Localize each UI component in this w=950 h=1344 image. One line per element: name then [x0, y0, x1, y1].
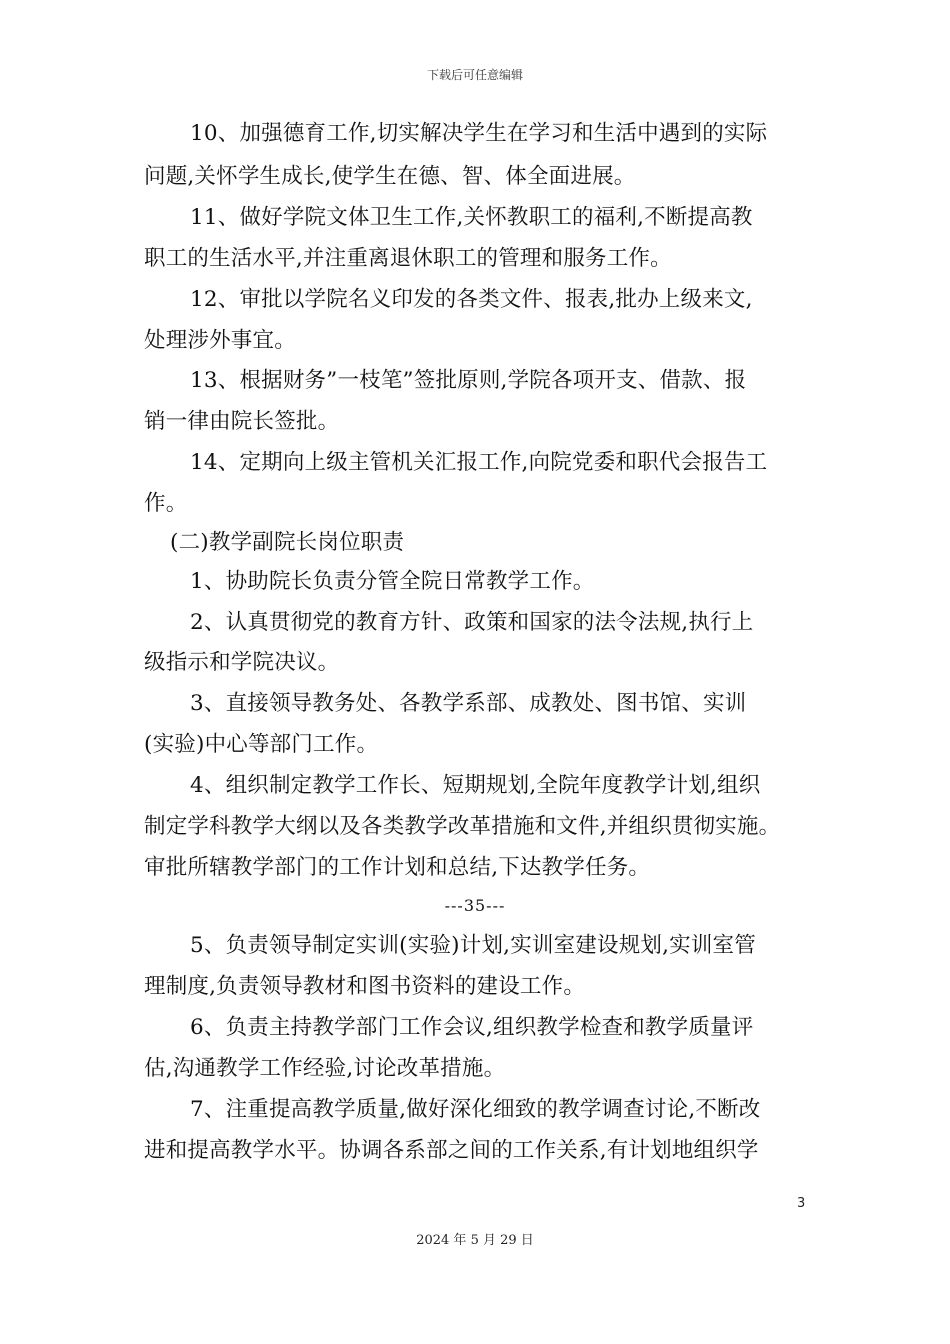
paragraph-line: 3、直接领导教务处、各教学系部、成教处、图书馆、实训	[190, 691, 747, 716]
paragraph-line: (实验)中心等部门工作。	[144, 732, 379, 757]
page-number: 3	[797, 1196, 806, 1211]
paragraph-line: 销一律由院长签批。	[144, 409, 340, 434]
paragraph-line: 1、协助院长负责分管全院日常教学工作。	[190, 569, 595, 594]
paragraph-line: 2、认真贯彻党的教育方针、政策和国家的法令法规,执行上	[190, 610, 754, 635]
paragraph-line: 作。	[144, 491, 188, 516]
paragraph-line: 10、加强德育工作,切实解决学生在学习和生活中遇到的实际	[190, 121, 768, 146]
page-separator: ---35---	[444, 896, 506, 915]
footer-date: 2024 年 5 月 29 日	[416, 1233, 534, 1248]
paragraph-line: 6、负责主持教学部门工作会议,组织教学检查和教学质量评	[190, 1015, 754, 1040]
paragraph-line: 13、根据财务”一枝笔”签批原则,学院各项开支、借款、报	[190, 368, 747, 393]
paragraph-line: 理制度,负责领导教材和图书资料的建设工作。	[144, 974, 586, 999]
paragraph-line: 职工的生活水平,并注重离退休职工的管理和服务工作。	[144, 246, 672, 271]
paragraph-line: 11、做好学院文体卫生工作,关怀教职工的福利,不断提高教	[190, 205, 753, 230]
paragraph-line: 14、定期向上级主管机关汇报工作,向院党委和职代会报告工	[190, 450, 768, 475]
paragraph-line: 问题,关怀学生成长,使学生在德、智、体全面进展。	[144, 164, 636, 189]
page-header: 下载后可任意编辑	[426, 68, 523, 82]
paragraph-line: 估,沟通教学工作经验,讨论改革措施。	[144, 1056, 506, 1081]
paragraph-line: 7、注重提高教学质量,做好深化细致的教学调查讨论,不断改	[190, 1097, 761, 1122]
paragraph-line: 12、审批以学院名义印发的各类文件、报表,批办上级来文,	[190, 287, 753, 312]
paragraph-line: 制定学科教学大纲以及各类教学改革措施和文件,并组织贯彻实施。	[144, 814, 781, 839]
paragraph-line: 4、组织制定教学工作长、短期规划,全院年度教学计划,组织	[190, 773, 761, 798]
paragraph-line: 处理涉外事宜。	[144, 328, 296, 353]
paragraph-line: 审批所辖教学部门的工作计划和总结,下达教学任务。	[144, 855, 651, 880]
paragraph-line: 进和提高教学水平。协调各系部之间的工作关系,有计划地组织学	[144, 1138, 759, 1163]
paragraph-line: 5、负责领导制定实训(实验)计划,实训室建设规划,实训室管	[190, 933, 756, 958]
paragraph-line: 级指示和学院决议。	[144, 650, 340, 675]
section-heading: (二)教学副院长岗位职责	[170, 530, 405, 555]
